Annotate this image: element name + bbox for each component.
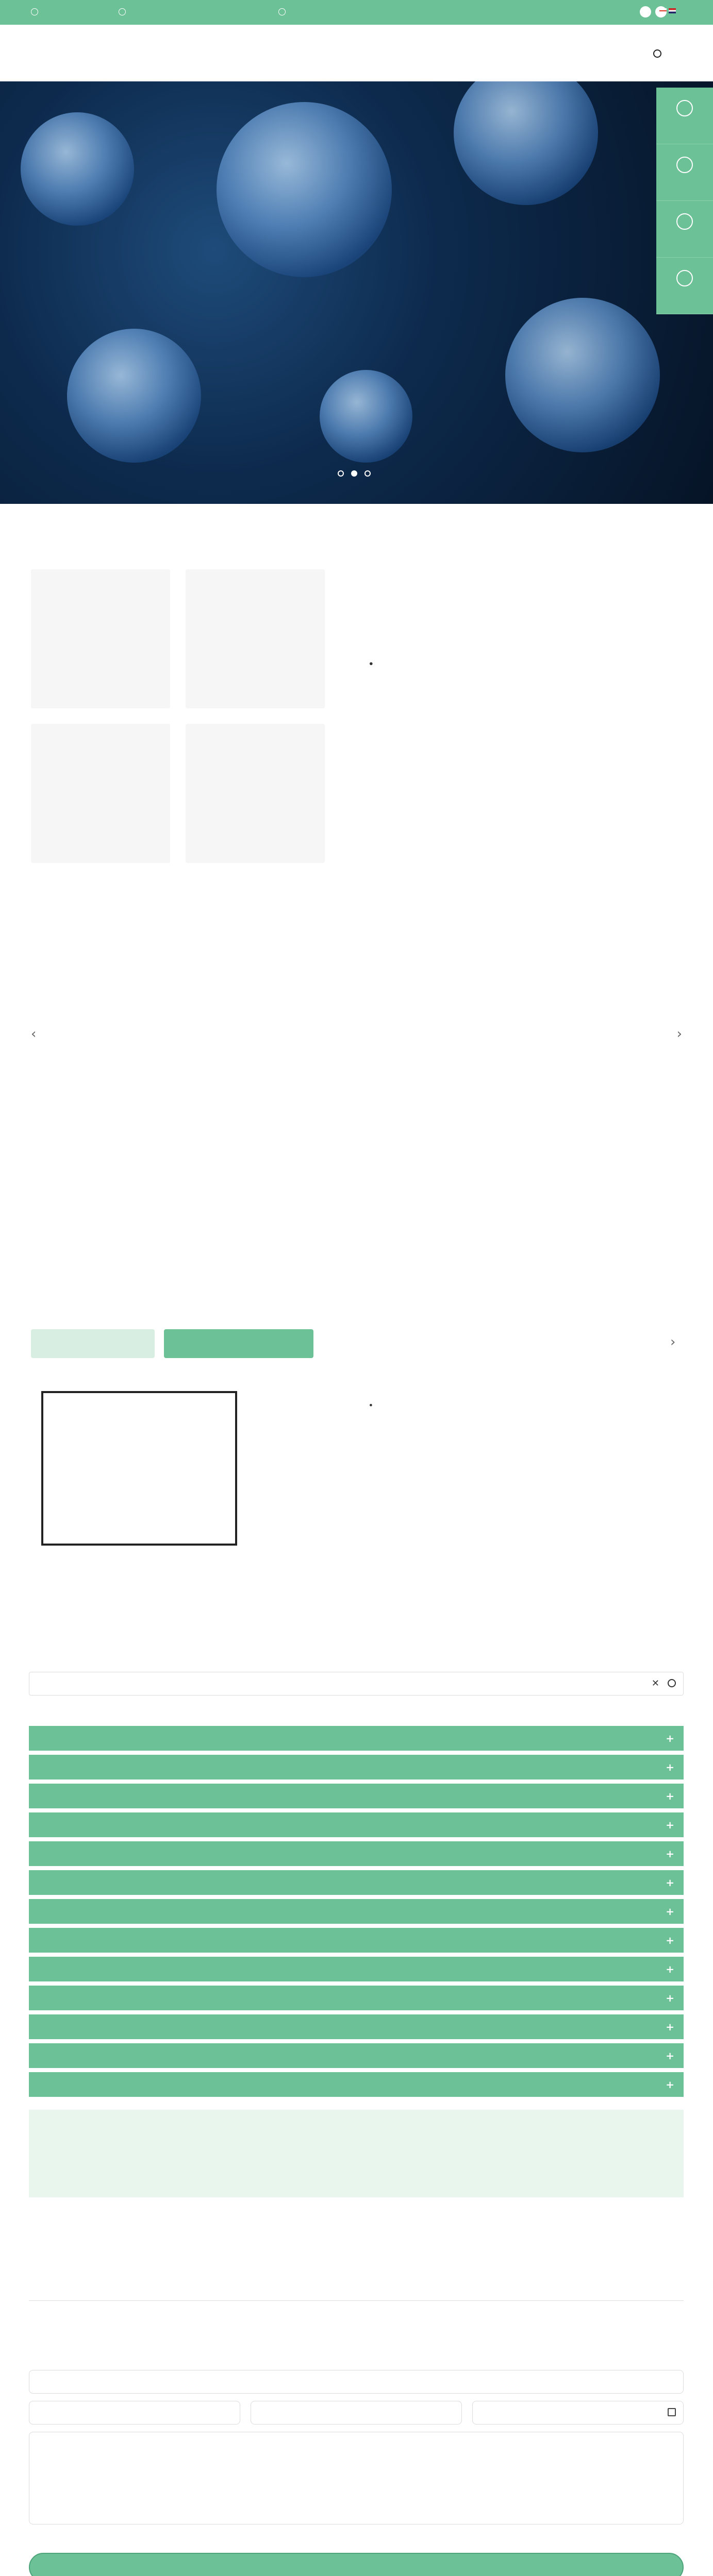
category-row[interactable] <box>29 1986 684 2010</box>
chevron-right-icon[interactable]: › <box>670 1334 676 1350</box>
phone-info[interactable] <box>31 8 42 15</box>
lab-search-box <box>29 1672 684 1696</box>
discount-tabs <box>31 1329 682 1358</box>
virus-image <box>454 81 598 205</box>
plus-icon: + <box>666 1819 674 1831</box>
submit-booking-button[interactable] <box>29 2553 684 2576</box>
plus-icon: + <box>666 1761 674 1773</box>
discount-tab-active[interactable] <box>31 1329 155 1358</box>
chevron-left-icon[interactable]: ‹ <box>31 1026 37 1042</box>
chevron-right-icon[interactable]: › <box>676 1026 682 1042</box>
plus-icon: + <box>666 2049 674 2062</box>
document-icon <box>676 213 693 230</box>
discount-tab[interactable] <box>164 1329 313 1358</box>
side-results[interactable] <box>656 201 713 258</box>
virus-image <box>21 112 134 226</box>
stat-card <box>186 569 325 708</box>
category-row[interactable] <box>29 1957 684 1981</box>
location-icon <box>119 8 126 15</box>
phone-icon <box>676 270 693 286</box>
category-row[interactable] <box>29 2072 684 2097</box>
plus-icon: + <box>666 1963 674 1975</box>
slider-dot[interactable] <box>338 470 344 477</box>
stat-card <box>31 724 170 863</box>
email-field[interactable] <box>251 2401 462 2425</box>
plus-icon: + <box>666 1848 674 1860</box>
phone-icon <box>31 8 38 15</box>
address-info <box>119 8 130 15</box>
location-icon <box>676 100 693 116</box>
category-row[interactable] <box>29 2014 684 2039</box>
search-icon[interactable] <box>668 1679 676 1687</box>
slider-dot-active[interactable] <box>351 470 357 477</box>
stat-card <box>186 724 325 863</box>
email-info[interactable] <box>278 8 290 15</box>
service-tabs <box>31 1026 682 1042</box>
side-location[interactable] <box>656 88 713 144</box>
flag-en-icon[interactable] <box>669 8 676 13</box>
category-row[interactable] <box>29 1899 684 1924</box>
slider-dot[interactable] <box>364 470 371 477</box>
virus-image <box>67 329 201 463</box>
plus-icon: + <box>666 1732 674 1744</box>
about-body <box>363 649 678 657</box>
main-header <box>0 25 713 81</box>
category-row[interactable] <box>29 1928 684 1953</box>
category-row[interactable] <box>29 1870 684 1895</box>
plus-icon: + <box>666 1790 674 1802</box>
top-bar <box>0 0 713 25</box>
language-switcher <box>659 8 676 13</box>
stat-card <box>31 569 170 708</box>
plus-icon: + <box>666 1905 674 1918</box>
name-field[interactable] <box>29 2370 684 2394</box>
selected-tests-box <box>29 2110 684 2197</box>
side-quick-panel <box>656 88 713 314</box>
plus-icon: + <box>666 1934 674 1946</box>
clear-icon[interactable]: ✕ <box>651 1678 659 1689</box>
plus-icon: + <box>666 2078 674 2091</box>
calendar-icon[interactable] <box>668 2408 676 2416</box>
virus-image <box>217 102 392 277</box>
main-nav <box>581 48 661 58</box>
phone-field[interactable] <box>29 2401 240 2425</box>
service-panel <box>363 1074 678 1083</box>
category-row[interactable] <box>29 1812 684 1837</box>
lab-search-input[interactable] <box>29 1672 638 1695</box>
discount-card <box>363 1388 678 1399</box>
mail-icon <box>278 8 286 15</box>
category-row[interactable] <box>29 1726 684 1751</box>
clock-icon <box>676 157 693 173</box>
category-row[interactable] <box>29 1755 684 1780</box>
category-row[interactable] <box>29 1784 684 1808</box>
side-hours[interactable] <box>656 144 713 201</box>
plus-icon: + <box>666 1876 674 1889</box>
plus-icon: + <box>666 2021 674 2033</box>
category-row[interactable] <box>29 1841 684 1866</box>
date-field[interactable] <box>472 2401 684 2425</box>
zinc-image <box>41 1391 237 1546</box>
virus-image <box>320 370 412 463</box>
category-row[interactable] <box>29 2043 684 2068</box>
facebook-icon[interactable] <box>640 6 651 18</box>
search-icon[interactable] <box>653 49 661 58</box>
comment-field[interactable] <box>29 2432 684 2524</box>
flag-ge-icon[interactable] <box>659 8 667 13</box>
divider <box>29 2300 684 2301</box>
side-contacts[interactable] <box>656 258 713 314</box>
hero-slider <box>0 81 713 504</box>
slider-dots <box>338 470 371 477</box>
plus-icon: + <box>666 1992 674 2004</box>
virus-image <box>505 298 660 452</box>
